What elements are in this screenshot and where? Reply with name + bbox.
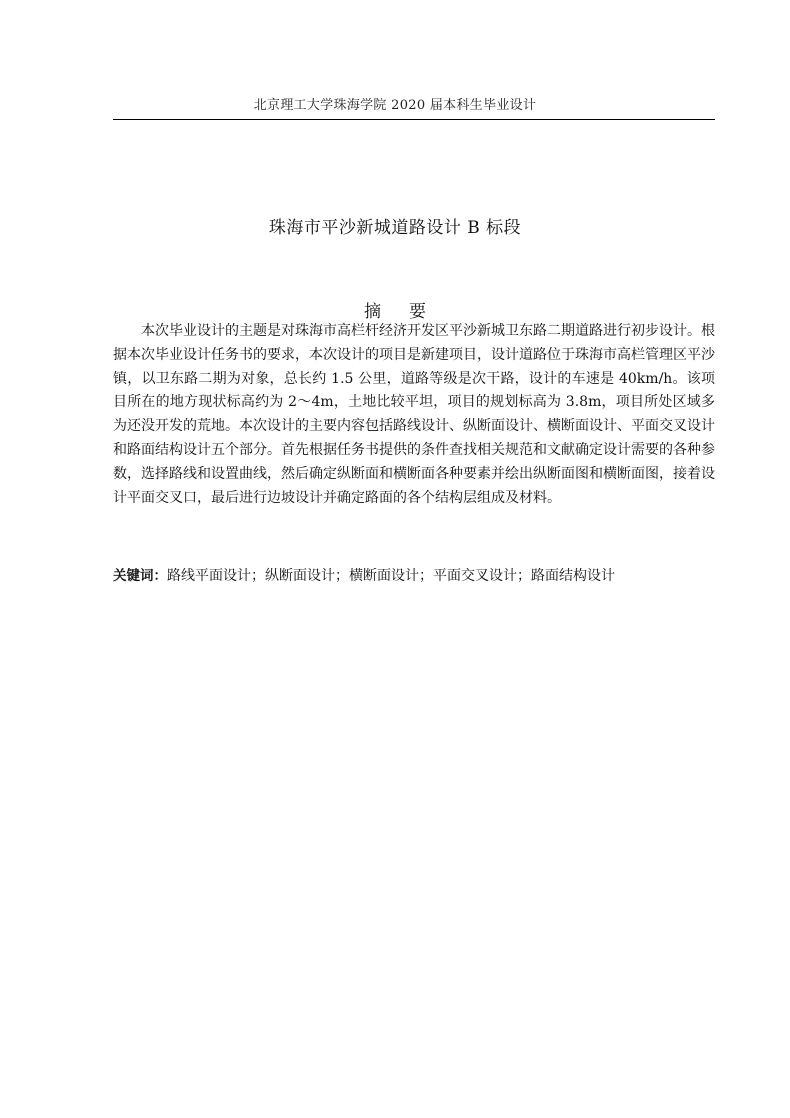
keywords-label: 关键词：	[113, 568, 167, 584]
keywords-text: 路线平面设计；纵断面设计；横断面设计；平面交叉设计；路面结构设计	[167, 568, 615, 584]
abstract-body: 本次毕业设计的主题是对珠海市高栏杆经济开发区平沙新城卫东路二期道路进行初步设计。根据本次毕业设计任务书的要求，本次设计的项目是新建项目，设计道路位于珠海市高栏管理区平沙镇，以卫东路二期为对象，总长约 1.5 公里，道路等级是次干路，设计的车速是 40km/h。该项目所在的地方现状标高约为 2～4m，土地比较平坦，项目的规划标高为 3.8m，项目所处区域多为还没开发的荒地。本次设计的主要内容包括路线设计、纵断面设计、横断面设计、平面交叉设计和路面结构设计五个部分。首先根据任务书提供的条件查找相关规范和文献确定设计需要的各种参数，选择路线和设置曲线，然后确定纵断面和横断面各种要素并绘出纵断面图和横断面图，接着设计平面交叉口，最后进行边坡设计并确定路面的各个结构层组成及材料。	[113, 323, 715, 506]
document-title: 珠海市平沙新城道路设计 B 标段	[268, 218, 522, 238]
keywords-line	[113, 565, 715, 589]
header-divider	[113, 119, 715, 120]
abstract-heading-right: 要	[409, 302, 426, 322]
page-header: 北京理工大学珠海学院 2020 届本科生毕业设计	[253, 98, 537, 113]
abstract-heading-left: 摘	[364, 302, 381, 322]
abstract-heading	[0, 297, 790, 322]
